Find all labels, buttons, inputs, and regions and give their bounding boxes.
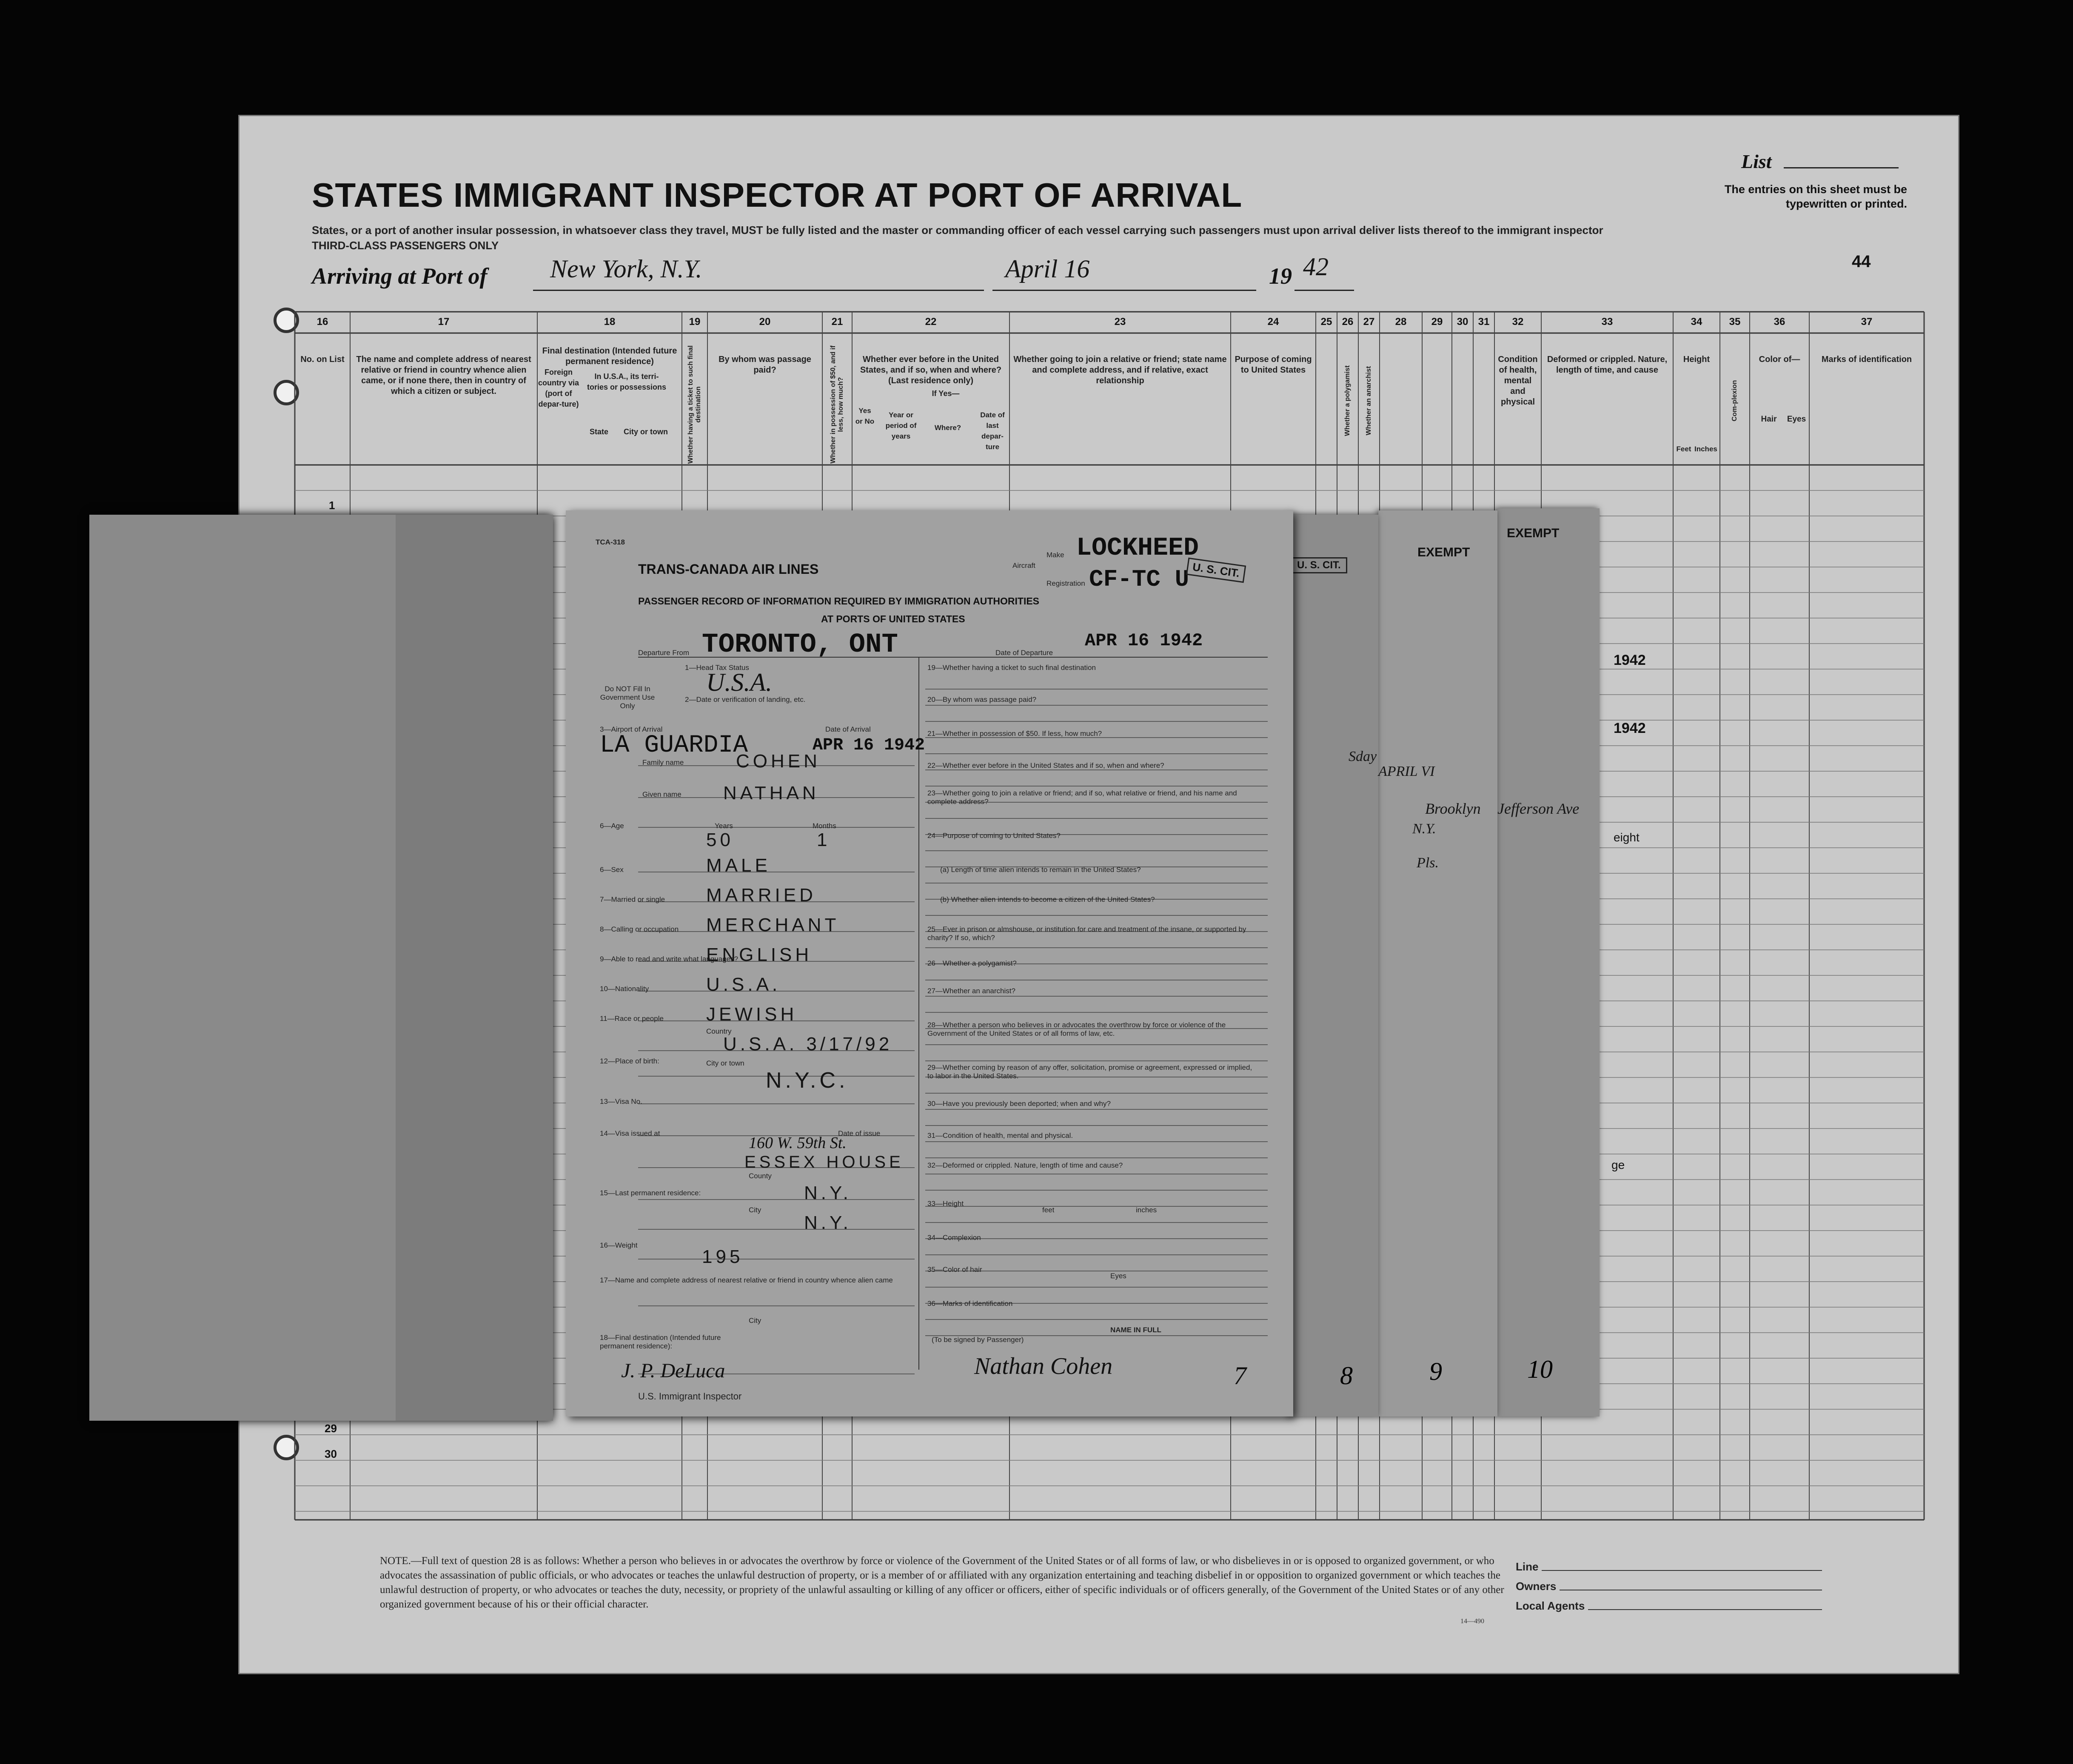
ledger-title: STATES IMMIGRANT INSPECTOR AT PORT OF ARRIVAL xyxy=(312,176,1243,214)
birth-city-label: City or town xyxy=(706,1059,744,1067)
list-label: List xyxy=(1741,151,1772,172)
birth-country-label: Country xyxy=(706,1027,732,1035)
passenger-signature: Nathan Cohen xyxy=(974,1353,1113,1379)
column-header: Whether having a ticket to such final destination xyxy=(687,345,702,464)
column-header: Whether in possession of $50, and if less, how much? xyxy=(830,345,844,464)
question-label: 25—Ever in prison or almshouse, or institution for care and treatment of the insane, or supported by charity? If so, which? xyxy=(927,925,1246,942)
landing-label: 2—Date or verification of landing, etc. xyxy=(685,695,806,704)
inches-head: Inches xyxy=(1694,445,1717,453)
yes-no-head: Yes or No xyxy=(855,407,875,425)
birth-city-value: N.Y.C. xyxy=(766,1068,849,1093)
row-number: 1 xyxy=(329,499,335,512)
departure-date-label: Date of Departure xyxy=(995,649,1053,657)
form-code: 14—490 xyxy=(1460,1618,1484,1625)
registration-label: Registration xyxy=(1046,579,1085,587)
height-inches-label: inches xyxy=(1136,1206,1157,1214)
column-header: Whether going to join a relative or friend; state name and complete address, and if relative, exact relationship xyxy=(1013,355,1227,385)
inspector-signature: J. P. DeLuca xyxy=(621,1359,725,1382)
birth-place-label: 12—Place of birth: xyxy=(600,1057,659,1065)
side-year-text: 1942 xyxy=(1614,720,1646,736)
column-number: 33 xyxy=(1601,316,1613,328)
local-agents-row: Local Agents xyxy=(1516,1593,1822,1613)
column-number: 19 xyxy=(689,316,701,328)
age-months-label: Months xyxy=(813,822,836,830)
age-years-value: 50 xyxy=(706,829,734,850)
signature-lines xyxy=(1516,1554,1822,1613)
question-label: 28—Whether a person who believes in or advocates the overthrow by force or violence of the Government of the United States or of all forms of law, etc. xyxy=(927,1021,1226,1037)
question-label: 30—Have you previously been deported; when and why? xyxy=(927,1100,1111,1108)
visa-label: 13—Visa No. xyxy=(600,1097,642,1106)
departure-from-value: TORONTO, ONT xyxy=(702,630,898,660)
where-head: Where? xyxy=(934,424,961,432)
year-printed: 19 xyxy=(1269,263,1292,289)
city-head: City or town xyxy=(624,427,668,436)
language-label: 9—Able to read and write what languages? xyxy=(600,955,739,963)
weight-label: 16—Weight xyxy=(600,1241,638,1249)
handwritten-note: Sday xyxy=(1349,749,1377,764)
passenger-card-10 xyxy=(1497,508,1600,1416)
column-header: Condition of health, mental and physical xyxy=(1498,355,1538,407)
language-value: ENGLISH xyxy=(706,944,813,965)
handwritten-note: APRIL VI xyxy=(1378,764,1435,779)
final-destination-label: 18—Final destination (Intended future permanent residence): xyxy=(600,1334,721,1350)
column-number: 34 xyxy=(1691,316,1702,328)
given-name-label: Given name xyxy=(642,790,681,798)
residence-city-value: N.Y. xyxy=(804,1212,852,1233)
column-number: 28 xyxy=(1395,316,1407,328)
column-number: 25 xyxy=(1320,316,1332,328)
year-handwritten: 42 xyxy=(1303,253,1329,281)
question-label: 27—Whether an anarchist? xyxy=(927,987,1015,995)
given-name-value: NATHAN xyxy=(723,783,819,804)
column-header: Final destination (Intended future permanent residence) xyxy=(542,346,677,366)
county-label: County xyxy=(749,1172,772,1180)
government-use-note: Do NOT Fill In Government Use Only xyxy=(600,685,655,710)
column-number: 16 xyxy=(317,316,328,328)
folded-cover-sheet xyxy=(89,515,553,1421)
question-label: 32—Deformed or crippled. Nature, length of time and cause? xyxy=(927,1161,1123,1169)
exempt-stamp: EXEMPT xyxy=(1507,526,1560,540)
column-number: 18 xyxy=(604,316,616,328)
airport-label: 3—Airport of Arrival xyxy=(600,725,663,733)
column-number: 22 xyxy=(925,316,937,328)
column-number: 26 xyxy=(1342,316,1354,328)
registration-value: CF-TC U xyxy=(1089,566,1189,593)
passenger-record-card xyxy=(566,510,1293,1416)
hair-head: Hair xyxy=(1761,415,1777,424)
port-handwritten: New York, N.Y. xyxy=(550,255,702,283)
column-number: 17 xyxy=(438,316,450,328)
years-head: Year or period of years xyxy=(885,411,917,440)
row-number: 29 xyxy=(325,1422,337,1435)
passenger-card-9 xyxy=(1378,510,1497,1416)
cover-fold xyxy=(396,515,553,1421)
line-row: Line xyxy=(1516,1554,1822,1573)
family-name-value: COHEN xyxy=(736,751,821,772)
last-residence-label: 15—Last permanent residence: xyxy=(600,1189,701,1197)
form-number: TCA-318 xyxy=(596,538,625,546)
age-years-label: Years xyxy=(715,822,733,830)
question-label: (b) Whether alien intends to become a citizen of the United States? xyxy=(940,895,1155,903)
nationality-value: U.S.A. xyxy=(706,974,781,995)
column-number: 29 xyxy=(1431,316,1443,328)
handwritten-note: N.Y. xyxy=(1412,821,1436,837)
column-number: 21 xyxy=(831,316,843,328)
final-city-label: City xyxy=(749,1317,761,1325)
sex-value: MALE xyxy=(706,855,771,876)
owners-row: Owners xyxy=(1516,1573,1822,1593)
handwritten-note: Jefferson Ave xyxy=(1497,800,1580,817)
column-number: 20 xyxy=(759,316,771,328)
column-number: 27 xyxy=(1363,316,1375,328)
birth-country-value: U.S.A. 3/17/92 xyxy=(723,1034,893,1054)
question-label: 35—Color of hair xyxy=(927,1265,982,1274)
column-number: 23 xyxy=(1114,316,1126,328)
column-header: Purpose of coming to United States xyxy=(1235,355,1312,375)
column-number: 24 xyxy=(1267,316,1279,328)
feet-head: Feet xyxy=(1676,445,1691,453)
column-number: 32 xyxy=(1512,316,1524,328)
column-header: Height xyxy=(1683,355,1710,364)
visa-date-label: Date of issue xyxy=(838,1129,881,1137)
relative-label: 17—Name and complete address of nearest relative or friend in country whence alien came xyxy=(600,1276,893,1284)
side-year-text: 1942 xyxy=(1614,652,1646,668)
entries-note: The entries on this sheet must be typewritten or printed. xyxy=(1724,183,1907,210)
card-number: 8 xyxy=(1340,1362,1353,1390)
column-number: 36 xyxy=(1774,316,1785,328)
card-number: 7 xyxy=(1234,1362,1246,1390)
question-label: 29—Whether coming by reason of any offer, solicitation, promise or agreement, expressed or implied, to labor in the United States. xyxy=(927,1063,1252,1080)
handwritten-note: Brooklyn xyxy=(1425,800,1481,817)
departure-date-value: APR 16 1942 xyxy=(1085,630,1203,651)
card-number: 10 xyxy=(1527,1355,1553,1383)
column-header: Whether a polygamist xyxy=(1344,365,1351,436)
question-label: 34—Complexion xyxy=(927,1234,981,1242)
question-label: 21—Whether in possession of $50. If less, how much? xyxy=(927,730,1102,738)
question-label: 20—By whom was passage paid? xyxy=(927,695,1037,704)
exempt-stamp: EXEMPT xyxy=(1417,545,1470,559)
in-usa-head: In U.S.A., its terri-tories or possessions xyxy=(587,372,667,391)
column-number: 35 xyxy=(1729,316,1741,328)
race-value: JEWISH xyxy=(706,1004,798,1025)
residence-city-label: City xyxy=(749,1206,761,1214)
occupation-value: MERCHANT xyxy=(706,915,840,935)
head-tax-label: 1—Head Tax Status xyxy=(685,664,749,672)
arrival-date-value: APR 16 1942 xyxy=(813,736,925,755)
side-text: eight xyxy=(1614,831,1640,844)
married-value: MARRIED xyxy=(706,885,816,906)
question-label: 33—Height xyxy=(927,1200,964,1208)
column-number: 31 xyxy=(1478,316,1490,328)
passenger-card-8 xyxy=(1289,515,1378,1416)
question-label: 23—Whether going to join a relative or friend; and if so, what relative or friend, and his name and complete address? xyxy=(927,789,1237,806)
residence-street-value: 160 W. 59th St. xyxy=(749,1134,847,1152)
question-label: 24—Purpose of coming to United States? xyxy=(927,832,1061,840)
date-handwritten: April 16 xyxy=(1005,255,1090,283)
residence-hotel-value: ESSEX HOUSE xyxy=(744,1153,904,1171)
question-label: 22—Whether ever before in the United States and if so, when and where? xyxy=(927,761,1164,769)
column-header: Color of— xyxy=(1759,355,1800,364)
head-tax-value: U.S.A. xyxy=(706,668,772,696)
column-header: By whom was passage paid? xyxy=(719,355,811,375)
visa-issued-label: 14—Visa issued at xyxy=(600,1129,660,1137)
card-heading-1: PASSENGER RECORD OF INFORMATION REQUIRED BY IMMIGRATION AUTHORITIES xyxy=(638,596,1040,607)
age-months-value: 1 xyxy=(817,829,831,850)
side-text: ge xyxy=(1611,1158,1625,1171)
column-header: Whether an anarchist xyxy=(1365,366,1372,436)
question-28-note: NOTE.—Full text of question 28 is as follows: Whether a person who believes in or advocates the overthrow by force or violence of the Government of the United States or of all forms of law, or who disbelieves in or is opposed to organized government, or who advocates the assassination of public officials, or who advocates or teaches the unlawful destruction of property, or is a member of or affiliated with any organization entertaining and teaching disbelief in or opposition to organized government or which teaches the unlawful destruction of property, or who advocates or teaches the duty, necessity, or propriety of the unlawful assaulting or killing of any officer or officers, either of specific individuals or of officers generally, of the Government of the United States or of any other organized government because of his or their official character. xyxy=(380,1555,1504,1610)
airport-value: LA GUARDIA xyxy=(600,732,748,759)
column-header: The name and complete address of nearest relative or friend in country whence alien came, or if none there, then in country of which a citizen or subject. xyxy=(356,355,531,396)
eyes-head: Eyes xyxy=(1787,415,1806,424)
question-label: 19—Whether having a ticket to such final destination xyxy=(927,664,1096,672)
weight-value: 195 xyxy=(702,1246,744,1267)
make-label: Make xyxy=(1046,551,1064,559)
question-label: (a) Length of time alien intends to remain in the United States? xyxy=(940,866,1141,874)
question-label: 31—Condition of health, mental and physical. xyxy=(927,1131,1073,1140)
subtitle-line-2: THIRD-CLASS PASSENGERS ONLY xyxy=(312,239,499,252)
page-number: 44 xyxy=(1852,252,1871,271)
us-cit-stamp: U. S. CIT. xyxy=(1291,557,1347,573)
height-feet-label: feet xyxy=(1042,1206,1055,1214)
arrival-date-label: Date of Arrival xyxy=(825,725,871,733)
column-header: Whether ever before in the United States, and if so, when and where? (Last residence only) xyxy=(860,355,1002,385)
sex-label: 6—Sex xyxy=(600,866,624,874)
column-header: Com-plexion xyxy=(1731,380,1738,422)
arriving-label: Arriving at Port of xyxy=(312,263,488,289)
column-number: 37 xyxy=(1861,316,1873,328)
airline-name: TRANS-CANADA AIR LINES xyxy=(638,561,819,577)
eyes-label: Eyes xyxy=(1110,1272,1126,1280)
race-label: 11—Race or people xyxy=(600,1015,664,1023)
residence-county-value: N.Y. xyxy=(804,1183,852,1203)
signed-label: (To be signed by Passenger) xyxy=(932,1336,1024,1344)
handwritten-note: Pls. xyxy=(1417,855,1439,871)
column-header: Deformed or crippled. Nature, length of time, and cause xyxy=(1547,355,1668,375)
date-last-head: Date of last depar-ture xyxy=(980,411,1005,451)
subtitle-line-1: States, or a port of another insular possession, in whatsoever class they travel, MUST be fully listed and the master or commanding officer of each vessel carrying such passengers must upon arrival deliver lists thereof to the immigrant inspector xyxy=(312,224,1603,237)
card-number: 9 xyxy=(1429,1357,1442,1385)
column-number: 30 xyxy=(1457,316,1468,328)
us-cit-stamp: U. S. CIT. xyxy=(1186,558,1246,583)
make-value: LOCKHEED xyxy=(1076,534,1199,563)
card-heading-2: AT PORTS OF UNITED STATES xyxy=(821,613,965,624)
aircraft-label: Aircraft xyxy=(1012,561,1035,570)
row-number: 30 xyxy=(325,1448,337,1460)
question-label: 36—Marks of identification xyxy=(927,1299,1013,1308)
name-in-full-label: NAME IN FULL xyxy=(1110,1326,1161,1334)
foreign-country-head: Foreign country via (port of depar-ture) xyxy=(538,368,579,408)
nationality-label: 10—Nationality xyxy=(600,985,649,993)
departure-from-label: Departure From xyxy=(638,649,689,657)
column-header: No. on List xyxy=(300,355,345,364)
married-label: 7—Married or single xyxy=(600,895,665,903)
family-name-label: Family name xyxy=(642,758,684,767)
question-label: 26—Whether a polygamist? xyxy=(927,959,1017,967)
state-head: State xyxy=(589,427,608,436)
column-header: Marks of identification xyxy=(1821,355,1912,364)
occupation-label: 8—Calling or occupation xyxy=(600,925,679,933)
inspector-label: U.S. Immigrant Inspector xyxy=(638,1391,742,1402)
if-yes-head: If Yes— xyxy=(932,389,960,398)
age-label: 6—Age xyxy=(600,822,624,830)
